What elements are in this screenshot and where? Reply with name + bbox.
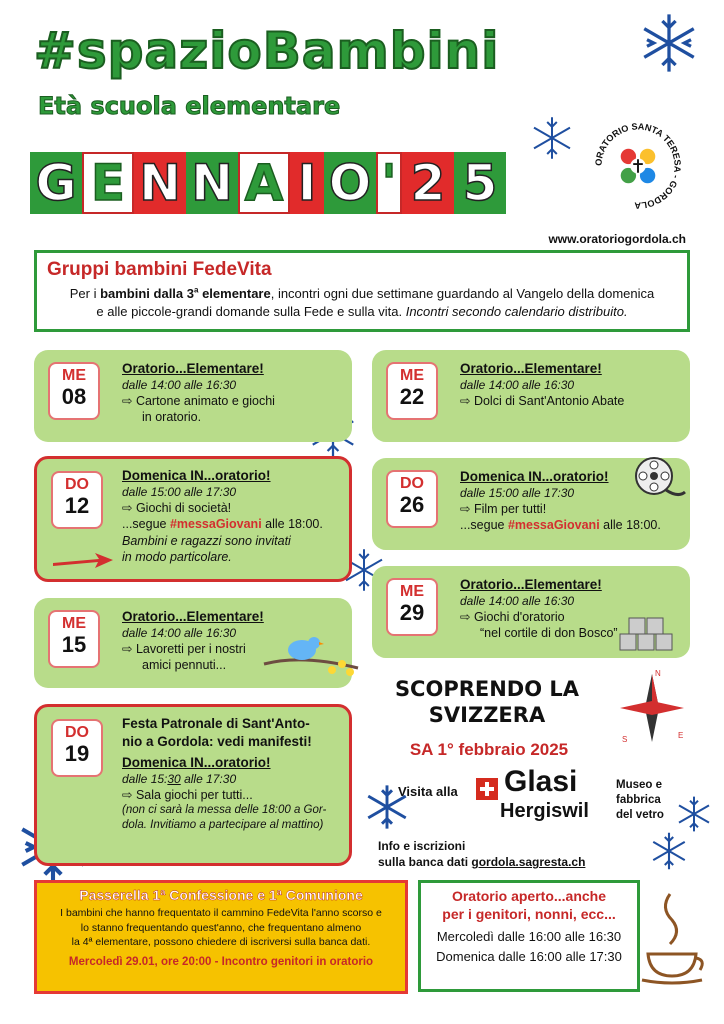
- website-link[interactable]: www.oratoriogordola.ch: [548, 232, 686, 246]
- fedevita-box: [34, 250, 690, 332]
- event-card-do-26: [372, 458, 690, 550]
- event-time: dalle 15:00 alle 17:30: [460, 485, 575, 500]
- event-line: “nel cortile di don Bosco”: [480, 626, 618, 641]
- event-details: [122, 608, 264, 674]
- passerella-line: I bambini che hanno frequentato il cammino FedeVita l'anno scorso e: [60, 907, 382, 919]
- month-letter: 2: [402, 152, 454, 214]
- fedevita-title: Gruppi bambini FedeVita: [47, 259, 272, 280]
- text-fragment: Incontri secondo calendario distribuito.: [405, 303, 628, 319]
- event-card-do-19: [34, 704, 352, 866]
- hergiswil-logo-text: Hergiswil: [500, 800, 589, 822]
- info-line: [378, 854, 585, 870]
- event-time: dalle 14:00 alle 16:30: [460, 377, 575, 392]
- event-card-me-15: [34, 598, 352, 688]
- bird-icon: [262, 628, 362, 682]
- text-fragment: ...segue: [460, 518, 508, 533]
- month-letter: E: [82, 152, 134, 214]
- text-fragment: sulla banca dati: [378, 855, 472, 870]
- month-banner: [30, 152, 506, 214]
- aperto-title: Oratorio aperto...anche: [451, 888, 607, 904]
- event-details: [122, 467, 323, 565]
- day-number: 29: [399, 600, 425, 625]
- event-line: in modo particolare.: [122, 549, 232, 564]
- text-fragment: dalle 15:: [122, 771, 168, 786]
- glasi-logo-text: Glasi: [504, 765, 578, 798]
- weekday: ME: [400, 367, 424, 384]
- passerella-text: [45, 906, 397, 950]
- text-fragment: , incontri ogni due settimane guardando al Vangelo della domenica: [270, 286, 655, 301]
- trip-title: [384, 676, 590, 729]
- date-badge: [51, 471, 103, 529]
- event-line: ⇨ Sala giochi per tutti...: [122, 788, 253, 803]
- trip-title-line: SCOPRENDO LA: [394, 677, 580, 701]
- event-time: dalle 14:00 alle 16:30: [460, 593, 575, 608]
- day-number: 12: [64, 493, 90, 518]
- event-line: ⇨ Film per tutti!: [460, 502, 547, 517]
- trip-info: [378, 838, 585, 870]
- event-line: (non ci sarà la messa delle 18:00 a Gor-: [122, 804, 327, 817]
- registration-link[interactable]: gordola.sagresta.ch: [471, 855, 586, 870]
- passerella-footer: Mercoledì 29.01, ore 20:00 - Incontro genitori in oratorio: [68, 956, 374, 969]
- event-card-me-22: [372, 350, 690, 442]
- date-badge: [48, 610, 100, 668]
- aperto-text: [427, 927, 631, 966]
- event-line: [460, 517, 661, 533]
- museum-line: fabbrica: [616, 793, 661, 806]
- museum-line: del vetro: [616, 808, 664, 821]
- date-badge: [386, 362, 438, 420]
- weekday: ME: [62, 615, 86, 632]
- event-line: ⇨ Cartone animato e giochi: [122, 394, 275, 409]
- swiss-flag-icon: [476, 778, 498, 800]
- weekday: DO: [400, 475, 424, 492]
- event-line: [122, 516, 323, 532]
- month-letter: N: [134, 152, 186, 214]
- svg-text:S: S: [622, 735, 628, 744]
- museum-label: [616, 778, 664, 823]
- oratorio-logo: [590, 118, 686, 214]
- date-badge: [48, 362, 100, 420]
- hashtag-messa-giovani: #messaGiovani: [507, 518, 600, 533]
- text-fragment: alle 18:00.: [261, 517, 323, 532]
- passerella-title: Passerella 1ª Confessione e 1ª Comunione: [79, 887, 363, 903]
- text-fragment: Per i: [69, 286, 101, 301]
- text-fragment: bambini dalla 3: [100, 286, 194, 301]
- event-line: ⇨ Giochi d'oratorio: [460, 610, 565, 625]
- month-letter: A: [238, 152, 290, 214]
- text-fragment: alle 17:30: [180, 771, 237, 786]
- film-reel-icon: [630, 454, 686, 502]
- tin-cans-icon: [616, 610, 678, 652]
- text-fragment: e alle piccole-grandi domande sulla Fede e sulla vita.: [96, 303, 406, 319]
- aperto-line: Domenica dalle 16:00 alle 17:30: [436, 948, 622, 964]
- passerella-line: lo stanno frequentando quest'anno, che frequentano almeno: [80, 921, 362, 934]
- event-time: [122, 772, 326, 788]
- event-heading: Festa Patronale di Sant'Anto-: [122, 716, 310, 731]
- text-fragment: 30: [167, 771, 181, 786]
- day-number: 19: [64, 741, 90, 766]
- day-number: 15: [61, 632, 87, 657]
- hashtag-messa-giovani: #messaGiovani: [169, 517, 262, 532]
- svg-text:ORATORIO SANTA TERESA - GORDOL: ORATORIO SANTA TERESA - GORDOLA: [593, 121, 683, 211]
- month-letter: O: [324, 152, 376, 214]
- event-time: dalle 14:00 alle 16:30: [122, 377, 237, 392]
- info-line: Info e iscrizioni: [378, 839, 466, 853]
- event-line: ⇨ Lavoretti per i nostri: [122, 642, 246, 657]
- aperto-line: Mercoledì dalle 16:00 alle 16:30: [436, 929, 622, 945]
- passerella-box: [34, 880, 408, 994]
- event-title: Oratorio...Elementare!: [460, 577, 602, 592]
- month-letter: G: [30, 152, 82, 214]
- weekday: ME: [400, 583, 424, 600]
- weekday: DO: [65, 724, 89, 741]
- red-arrow-icon: [51, 549, 115, 571]
- trip-date: SA 1° febbraio 2025: [409, 740, 569, 759]
- event-line: amici pennuti...: [142, 658, 227, 673]
- date-badge: [51, 719, 103, 777]
- event-card-me-29: [372, 566, 690, 658]
- event-details: [460, 576, 618, 642]
- month-letter: N: [186, 152, 238, 214]
- weekday: DO: [65, 476, 89, 493]
- event-line: in oratorio.: [142, 410, 202, 425]
- event-line: ⇨ Giochi di società!: [122, 501, 232, 516]
- event-title: Domenica IN...oratorio!: [122, 755, 271, 771]
- page-subtitle: Età scuola elementare: [38, 92, 341, 120]
- month-letter: ': [376, 152, 402, 214]
- event-details: [460, 360, 624, 409]
- text-fragment: elementare: [198, 286, 271, 301]
- event-details: [122, 360, 275, 426]
- page-hashtag-title: #spazioBambini: [34, 22, 500, 80]
- day-number: 22: [399, 384, 425, 409]
- oratorio-aperto-box: [418, 880, 640, 992]
- event-line: ⇨ Dolci di Sant'Antonio Abate: [460, 394, 625, 409]
- museum-line: Museo e: [616, 779, 663, 791]
- weekday: ME: [62, 367, 86, 384]
- event-time: dalle 15:00 alle 17:30: [122, 484, 237, 499]
- month-letter: I: [290, 152, 324, 214]
- snowflake-icon: [674, 794, 714, 834]
- fedevita-text: [47, 285, 677, 320]
- event-title: Oratorio...Elementare!: [460, 361, 602, 376]
- event-line: dola. Invitiamo a partecipare al mattino): [122, 819, 324, 832]
- snowflake-icon: [636, 10, 702, 76]
- event-title: Domenica IN...oratorio!: [122, 468, 271, 483]
- trip-visit-label: Visita alla: [398, 784, 458, 799]
- date-badge: [386, 578, 438, 636]
- day-number: 08: [61, 384, 87, 409]
- aperto-title: per i genitori, nonni, ecc...: [442, 906, 616, 923]
- text-fragment: ...segue: [122, 517, 170, 532]
- event-title: Oratorio...Elementare!: [122, 609, 264, 624]
- event-title: Oratorio...Elementare!: [122, 361, 264, 376]
- date-badge: [386, 470, 438, 528]
- compass-icon: [614, 666, 690, 750]
- text-fragment: alle 18:00.: [599, 518, 661, 533]
- event-line: Bambini e ragazzi sono invitati: [122, 533, 291, 548]
- month-letter: 5: [454, 152, 506, 214]
- trip-title-line: SVIZZERA: [428, 703, 546, 728]
- snowflake-icon: [528, 114, 576, 162]
- svg-text:N: N: [655, 669, 661, 678]
- event-card-do-12: [34, 456, 352, 582]
- event-heading: nio a Gordola: vedi manifesti!: [122, 733, 312, 749]
- event-time: dalle 14:00 alle 16:30: [122, 625, 237, 640]
- svg-text:E: E: [678, 731, 684, 740]
- passerella-line: la 4ª elementare, possono chiedere di iscriversi sulla banca dati.: [71, 936, 371, 949]
- event-card-me-08: [34, 350, 352, 442]
- event-details: [122, 715, 326, 833]
- event-title: Domenica IN...oratorio!: [460, 469, 609, 484]
- coffee-cup-icon: [640, 890, 706, 986]
- text-fragment: a: [194, 285, 199, 295]
- day-number: 26: [399, 492, 425, 517]
- snowflake-icon: [648, 830, 690, 872]
